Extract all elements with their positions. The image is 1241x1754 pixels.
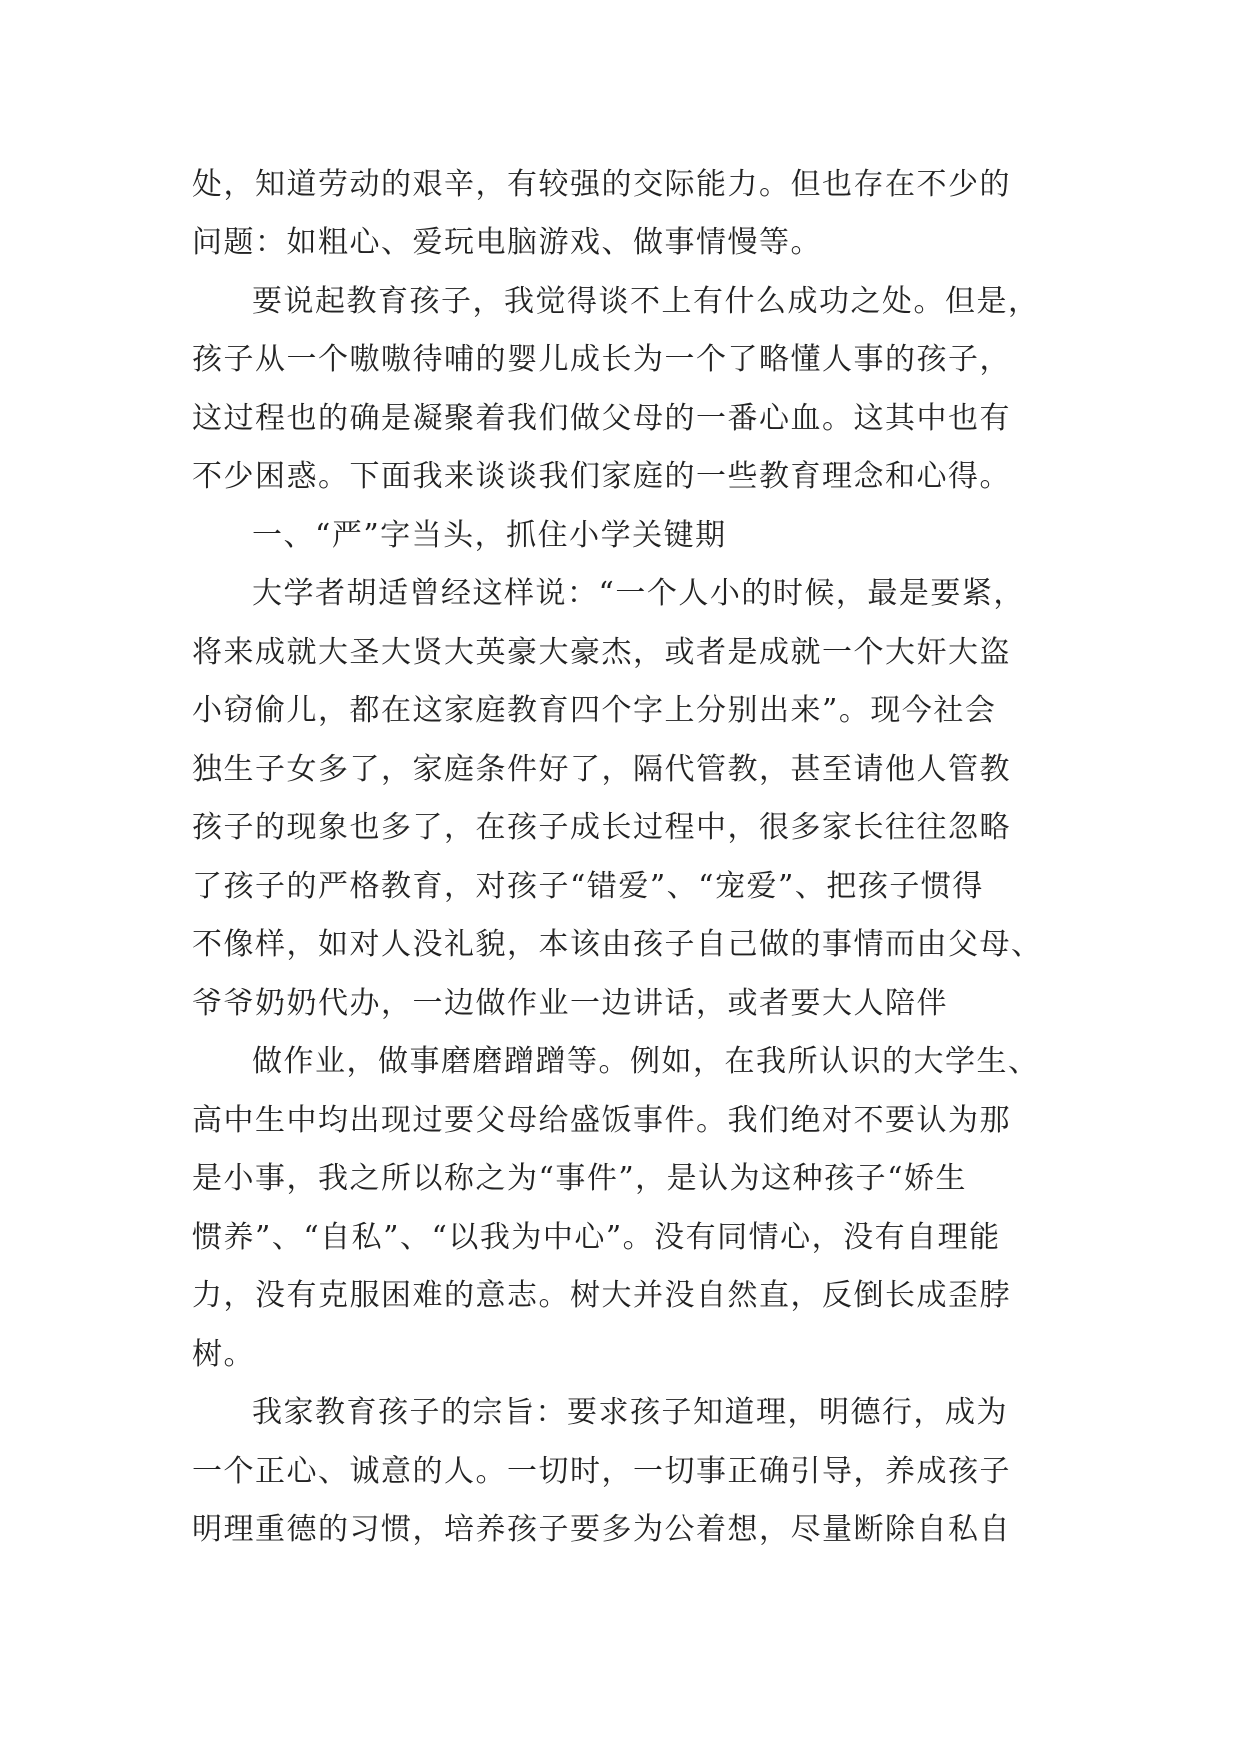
text-line: 力，没有克服困难的意志。树大并没自然直，反倒长成歪脖 xyxy=(192,1278,1011,1313)
text-line: 独生子女多了，家庭条件好了，隔代管教，甚至请他人管教 xyxy=(192,752,1011,787)
text-line: 孩子的现象也多了，在孩子成长过程中，很多家长往往忽略 xyxy=(192,810,1011,845)
text-line: 明理重德的习惯，培养孩子要多为公着想，尽量断除自私自 xyxy=(192,1512,1011,1547)
text-line: 孩子从一个嗷嗷待哺的婴儿成长为一个了略懂人事的孩子， xyxy=(192,342,1011,377)
text-line: 一个正心、诚意的人。一切时，一切事正确引导，养成孩子 xyxy=(192,1454,1011,1489)
text-line: 了孩子的严格教育，对孩子“错爱”、“宠爱”、把孩子惯得 xyxy=(192,869,984,904)
section-heading: 一、“严”字当头，抓住小学关键期 xyxy=(252,518,727,553)
paragraph-start-line: 我家教育孩子的宗旨：要求孩子知道理，明德行，成为 xyxy=(252,1395,1008,1430)
text-line: 树。 xyxy=(192,1337,255,1372)
text-line: 惯养”、“自私”、“以我为中心”。没有同情心，没有自理能 xyxy=(192,1220,1001,1255)
text-line: 将来成就大圣大贤大英豪大豪杰，或者是成就一个大奸大盗 xyxy=(192,635,1011,670)
text-line: 这过程也的确是凝聚着我们做父母的一番心血。这其中也有 xyxy=(192,401,1011,436)
paragraph-start-line: 做作业，做事磨磨蹭蹭等。例如，在我所认识的大学生、 xyxy=(252,1044,1040,1079)
text-line: 爷爷奶奶代办，一边做作业一边讲话，或者要大人陪伴 xyxy=(192,986,948,1021)
text-line: 不像样，如对人没礼貌，本该由孩子自己做的事情而由父母、 xyxy=(192,927,1043,962)
text-line: 是小事，我之所以称之为“事件”，是认为这种孩子“娇生 xyxy=(192,1161,968,1196)
text-line: 问题：如粗心、爱玩电脑游戏、做事情慢等。 xyxy=(192,225,822,260)
paragraph-start-line: 要说起教育孩子，我觉得谈不上有什么成功之处。但是， xyxy=(252,284,1040,319)
text-line: 不少困惑。下面我来谈谈我们家庭的一些教育理念和心得。 xyxy=(192,459,1011,494)
text-line: 高中生中均出现过要父母给盛饭事件。我们绝对不要认为那 xyxy=(192,1103,1011,1138)
text-line: 小窃偷儿，都在这家庭教育四个字上分别出来”。现今社会 xyxy=(192,693,997,728)
paragraph-start-line: 大学者胡适曾经这样说：“一个人小的时候，最是要紧， xyxy=(252,576,1025,611)
text-line: 处，知道劳动的艰辛，有较强的交际能力。但也存在不少的 xyxy=(192,167,1011,202)
